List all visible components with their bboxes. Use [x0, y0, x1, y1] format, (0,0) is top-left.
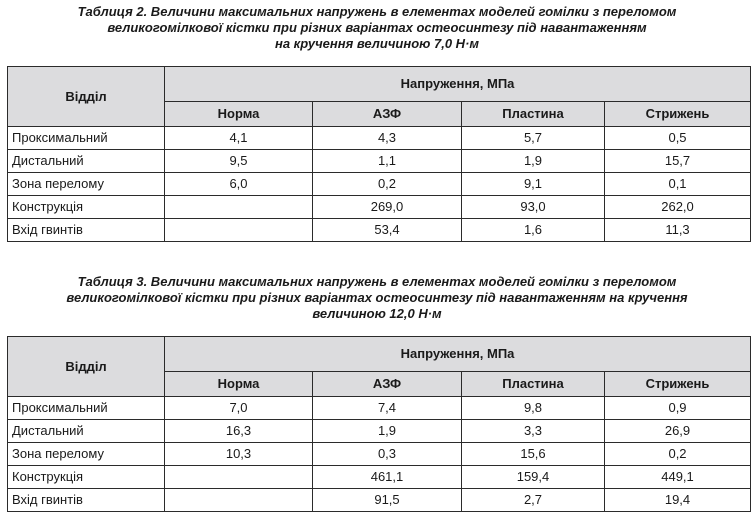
cell-value: 6,0: [165, 173, 313, 196]
header-col-azf: АЗФ: [313, 372, 462, 397]
caption-line: на кручення величиною 7,0 Н·м: [274, 36, 480, 51]
cell-value: [165, 219, 313, 242]
table-row: [8, 219, 751, 242]
row-label: Конструкція: [8, 466, 165, 489]
cell-value: 0,1: [605, 173, 751, 196]
table-3: [7, 336, 751, 512]
cell-value: 15,6: [462, 443, 605, 466]
caption-line: Таблиця 2. Величини максимальних напружень в елементах моделей гомілки з переломом: [77, 4, 677, 19]
cell-value: 0,9: [605, 397, 751, 420]
cell-value: [165, 196, 313, 219]
row-label: Проксимальний: [8, 397, 165, 420]
cell-value: 11,3: [605, 219, 751, 242]
cell-value: 0,2: [313, 173, 462, 196]
row-label: Вхід гвинтів: [8, 219, 165, 242]
cell-value: 15,7: [605, 150, 751, 173]
header-group: Напруження, МПа: [165, 337, 751, 372]
header-col-azf: АЗФ: [313, 102, 462, 127]
table-row: [8, 196, 751, 219]
header-col-norma: Норма: [165, 102, 313, 127]
caption-line: Таблиця 3. Величини максимальних напружень в елементах моделей гомілки з переломом: [77, 274, 677, 289]
table-row: [8, 150, 751, 173]
cell-value: [165, 466, 313, 489]
row-label: Зона перелому: [8, 443, 165, 466]
header-group: Напруження, МПа: [165, 67, 751, 102]
cell-value: 159,4: [462, 466, 605, 489]
header-col-rod: Стрижень: [605, 102, 751, 127]
cell-value: 461,1: [313, 466, 462, 489]
cell-value: 269,0: [313, 196, 462, 219]
table-row: [8, 127, 751, 150]
table-row: [8, 173, 751, 196]
cell-value: 9,1: [462, 173, 605, 196]
cell-value: 0,2: [605, 443, 751, 466]
caption-line: величиною 12,0 Н·м: [312, 306, 442, 321]
cell-value: 2,7: [462, 489, 605, 512]
cell-value: 3,3: [462, 420, 605, 443]
cell-value: 16,3: [165, 420, 313, 443]
cell-value: 1,6: [462, 219, 605, 242]
cell-value: 7,4: [313, 397, 462, 420]
row-label: Проксимальний: [8, 127, 165, 150]
table-row: [8, 443, 751, 466]
header-col-plate: Пластина: [462, 372, 605, 397]
header-col-rod: Стрижень: [605, 372, 751, 397]
row-label: Дистальний: [8, 420, 165, 443]
cell-value: 449,1: [605, 466, 751, 489]
cell-value: 7,0: [165, 397, 313, 420]
cell-value: 0,3: [313, 443, 462, 466]
cell-value: 93,0: [462, 196, 605, 219]
caption-line: великогомілкової кістки при різних варіантах остеосинтезу під навантаженням на кручення: [66, 290, 688, 305]
cell-value: 4,3: [313, 127, 462, 150]
cell-value: 10,3: [165, 443, 313, 466]
cell-value: 1,1: [313, 150, 462, 173]
cell-value: 4,1: [165, 127, 313, 150]
cell-value: 91,5: [313, 489, 462, 512]
header-col-plate: Пластина: [462, 102, 605, 127]
caption-line: великогомілкової кістки при різних варіантах остеосинтезу під навантаженням: [107, 20, 647, 35]
table-row: [8, 466, 751, 489]
row-label: Конструкція: [8, 196, 165, 219]
row-label: Вхід гвинтів: [8, 489, 165, 512]
table-2-caption: [0, 4, 754, 52]
cell-value: 9,8: [462, 397, 605, 420]
cell-value: 19,4: [605, 489, 751, 512]
table-3-caption: [0, 274, 754, 322]
cell-value: 5,7: [462, 127, 605, 150]
table-row: [8, 489, 751, 512]
cell-value: 1,9: [313, 420, 462, 443]
table-row: [8, 420, 751, 443]
cell-value: 1,9: [462, 150, 605, 173]
table-row: [8, 397, 751, 420]
table-2: [7, 66, 751, 242]
header-dept: Відділ: [8, 337, 165, 397]
cell-value: [165, 489, 313, 512]
row-label: Зона перелому: [8, 173, 165, 196]
cell-value: 0,5: [605, 127, 751, 150]
cell-value: 26,9: [605, 420, 751, 443]
cell-value: 9,5: [165, 150, 313, 173]
cell-value: 262,0: [605, 196, 751, 219]
row-label: Дистальний: [8, 150, 165, 173]
header-col-norma: Норма: [165, 372, 313, 397]
header-dept: Відділ: [8, 67, 165, 127]
cell-value: 53,4: [313, 219, 462, 242]
